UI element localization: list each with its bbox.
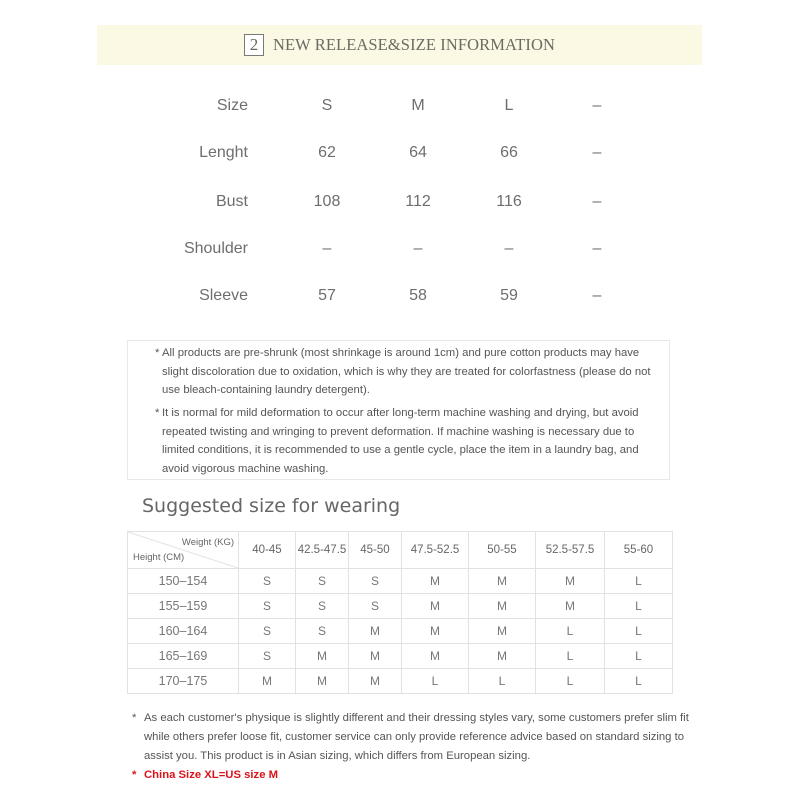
- size-header-cell: L: [504, 97, 514, 114]
- size-cell: L: [605, 569, 673, 594]
- table-row: [128, 619, 673, 644]
- size-header-cell: –: [592, 97, 602, 114]
- size-header-row: [160, 97, 640, 127]
- size-cell: M: [469, 569, 536, 594]
- height-range-cell: 155–159: [128, 594, 239, 619]
- size-cell: L: [402, 669, 469, 694]
- size-cell: L: [605, 669, 673, 694]
- note-star: *: [155, 407, 160, 419]
- suggested-size-table: [127, 531, 673, 694]
- size-cell: M: [349, 619, 402, 644]
- size-cell: L: [605, 594, 673, 619]
- size-header-cell: M: [411, 97, 425, 114]
- table-row: [128, 569, 673, 594]
- measurement-label: Size: [216, 97, 248, 114]
- size-cell: M: [349, 644, 402, 669]
- size-cell: S: [296, 569, 349, 594]
- size-cell: M: [536, 569, 605, 594]
- size-header-cell: S: [321, 97, 333, 114]
- size-cell: M: [402, 569, 469, 594]
- measurement-value: 64: [409, 144, 427, 161]
- measurement-value: 116: [496, 193, 522, 210]
- weight-header-cell: 50-55: [469, 532, 536, 569]
- note-star: *: [132, 769, 137, 781]
- measurement-value: 66: [500, 144, 518, 161]
- footer-notes: [132, 709, 702, 785]
- size-cell: S: [349, 594, 402, 619]
- measurement-value: 58: [409, 287, 427, 304]
- measurement-value: –: [592, 193, 602, 210]
- corner-header-cell: [128, 532, 239, 569]
- disclaimer-note: [132, 709, 702, 766]
- size-cell: L: [536, 669, 605, 694]
- note-star: *: [155, 347, 160, 359]
- size-cell: L: [469, 669, 536, 694]
- measurement-label: Sleeve: [199, 287, 248, 304]
- weight-header-cell: 55-60: [605, 532, 673, 569]
- size-row: [160, 287, 640, 317]
- disclaimer-text: As each customer's physique is slightly different and their dressing styles vary, some customers prefer slim fit while others prefer loose fit, customer service can only provide reference advice based on standard sizing to assist you. This product is in Asian sizing, which differs from European sizing.: [144, 712, 689, 762]
- measurement-value: 112: [405, 193, 431, 210]
- measurement-label: Lenght: [199, 144, 248, 161]
- table-row: [128, 669, 673, 694]
- size-cell: S: [239, 644, 296, 669]
- size-cell: L: [605, 619, 673, 644]
- size-cell: M: [402, 594, 469, 619]
- size-cell: M: [239, 669, 296, 694]
- height-range-cell: 165–169: [128, 644, 239, 669]
- weight-header-cell: 47.5-52.5: [402, 532, 469, 569]
- weight-header-cell: 45-50: [349, 532, 402, 569]
- size-conversion-note: [132, 766, 702, 785]
- height-range-cell: 170–175: [128, 669, 239, 694]
- size-cell: M: [402, 644, 469, 669]
- measurement-value: 57: [318, 287, 336, 304]
- measurement-label: Shoulder: [183, 240, 248, 257]
- size-row: [160, 240, 640, 270]
- measurement-value: 62: [318, 144, 336, 161]
- height-axis-label: Height (CM): [133, 552, 185, 563]
- size-cell: L: [536, 644, 605, 669]
- size-cell: M: [469, 594, 536, 619]
- size-cell: M: [349, 669, 402, 694]
- note-star: *: [132, 712, 137, 724]
- measurement-value: –: [592, 144, 602, 161]
- size-cell: M: [469, 619, 536, 644]
- size-cell: M: [536, 594, 605, 619]
- weight-header-cell: 52.5-57.5: [536, 532, 605, 569]
- measurement-value: –: [413, 240, 423, 257]
- table-row: [128, 644, 673, 669]
- section-number-badge: 2: [244, 34, 264, 56]
- table-header-row: [128, 532, 673, 569]
- section-banner: [97, 25, 702, 65]
- note-text: It is normal for mild deformation to occur after long-term machine washing and drying, but avoid repeated twisting and wringing to prevent deformation. If machine washing is necessary due to limited conditions, it is recommended to use a gentle cycle, place the item in a laundry bag, and avoid vigorous machine washing.: [162, 407, 639, 475]
- measurement-value: 108: [313, 193, 341, 210]
- size-cell: M: [402, 619, 469, 644]
- care-note: [155, 404, 655, 478]
- size-cell: L: [605, 644, 673, 669]
- size-row: [160, 193, 640, 223]
- measurement-label: Bust: [215, 193, 248, 210]
- size-cell: M: [296, 669, 349, 694]
- measurement-value: –: [504, 240, 514, 257]
- size-row: [160, 144, 640, 174]
- height-range-cell: 160–164: [128, 619, 239, 644]
- size-conversion-text: China Size XL=US size M: [144, 769, 279, 781]
- measurement-value: –: [592, 287, 602, 304]
- measurement-value: 59: [500, 287, 518, 304]
- size-cell: S: [239, 619, 296, 644]
- weight-header-cell: 42.5-47.5: [296, 532, 349, 569]
- table-row: [128, 594, 673, 619]
- measurement-value: –: [322, 240, 332, 257]
- measurement-value: –: [592, 240, 602, 257]
- section-title: NEW RELEASE&SIZE INFORMATION: [272, 35, 556, 54]
- weight-axis-label: Weight (KG): [181, 537, 234, 548]
- note-text: All products are pre-shrunk (most shrinkage is around 1cm) and pure cotton products may have slight discoloration due to oxidation, which is why they are treated for colorfastness (please do not use bleach-containing laundry detergent).: [162, 347, 651, 396]
- size-cell: M: [469, 644, 536, 669]
- size-cell: S: [239, 594, 296, 619]
- size-cell: S: [296, 619, 349, 644]
- size-cell: M: [296, 644, 349, 669]
- suggested-size-title: Suggested size for wearing: [142, 495, 401, 517]
- size-cell: S: [296, 594, 349, 619]
- size-cell: S: [349, 569, 402, 594]
- height-range-cell: 150–154: [128, 569, 239, 594]
- size-cell: L: [536, 619, 605, 644]
- care-notes-box: [127, 340, 670, 480]
- weight-header-cell: 40-45: [239, 532, 296, 569]
- size-cell: S: [239, 569, 296, 594]
- care-note: [155, 344, 655, 400]
